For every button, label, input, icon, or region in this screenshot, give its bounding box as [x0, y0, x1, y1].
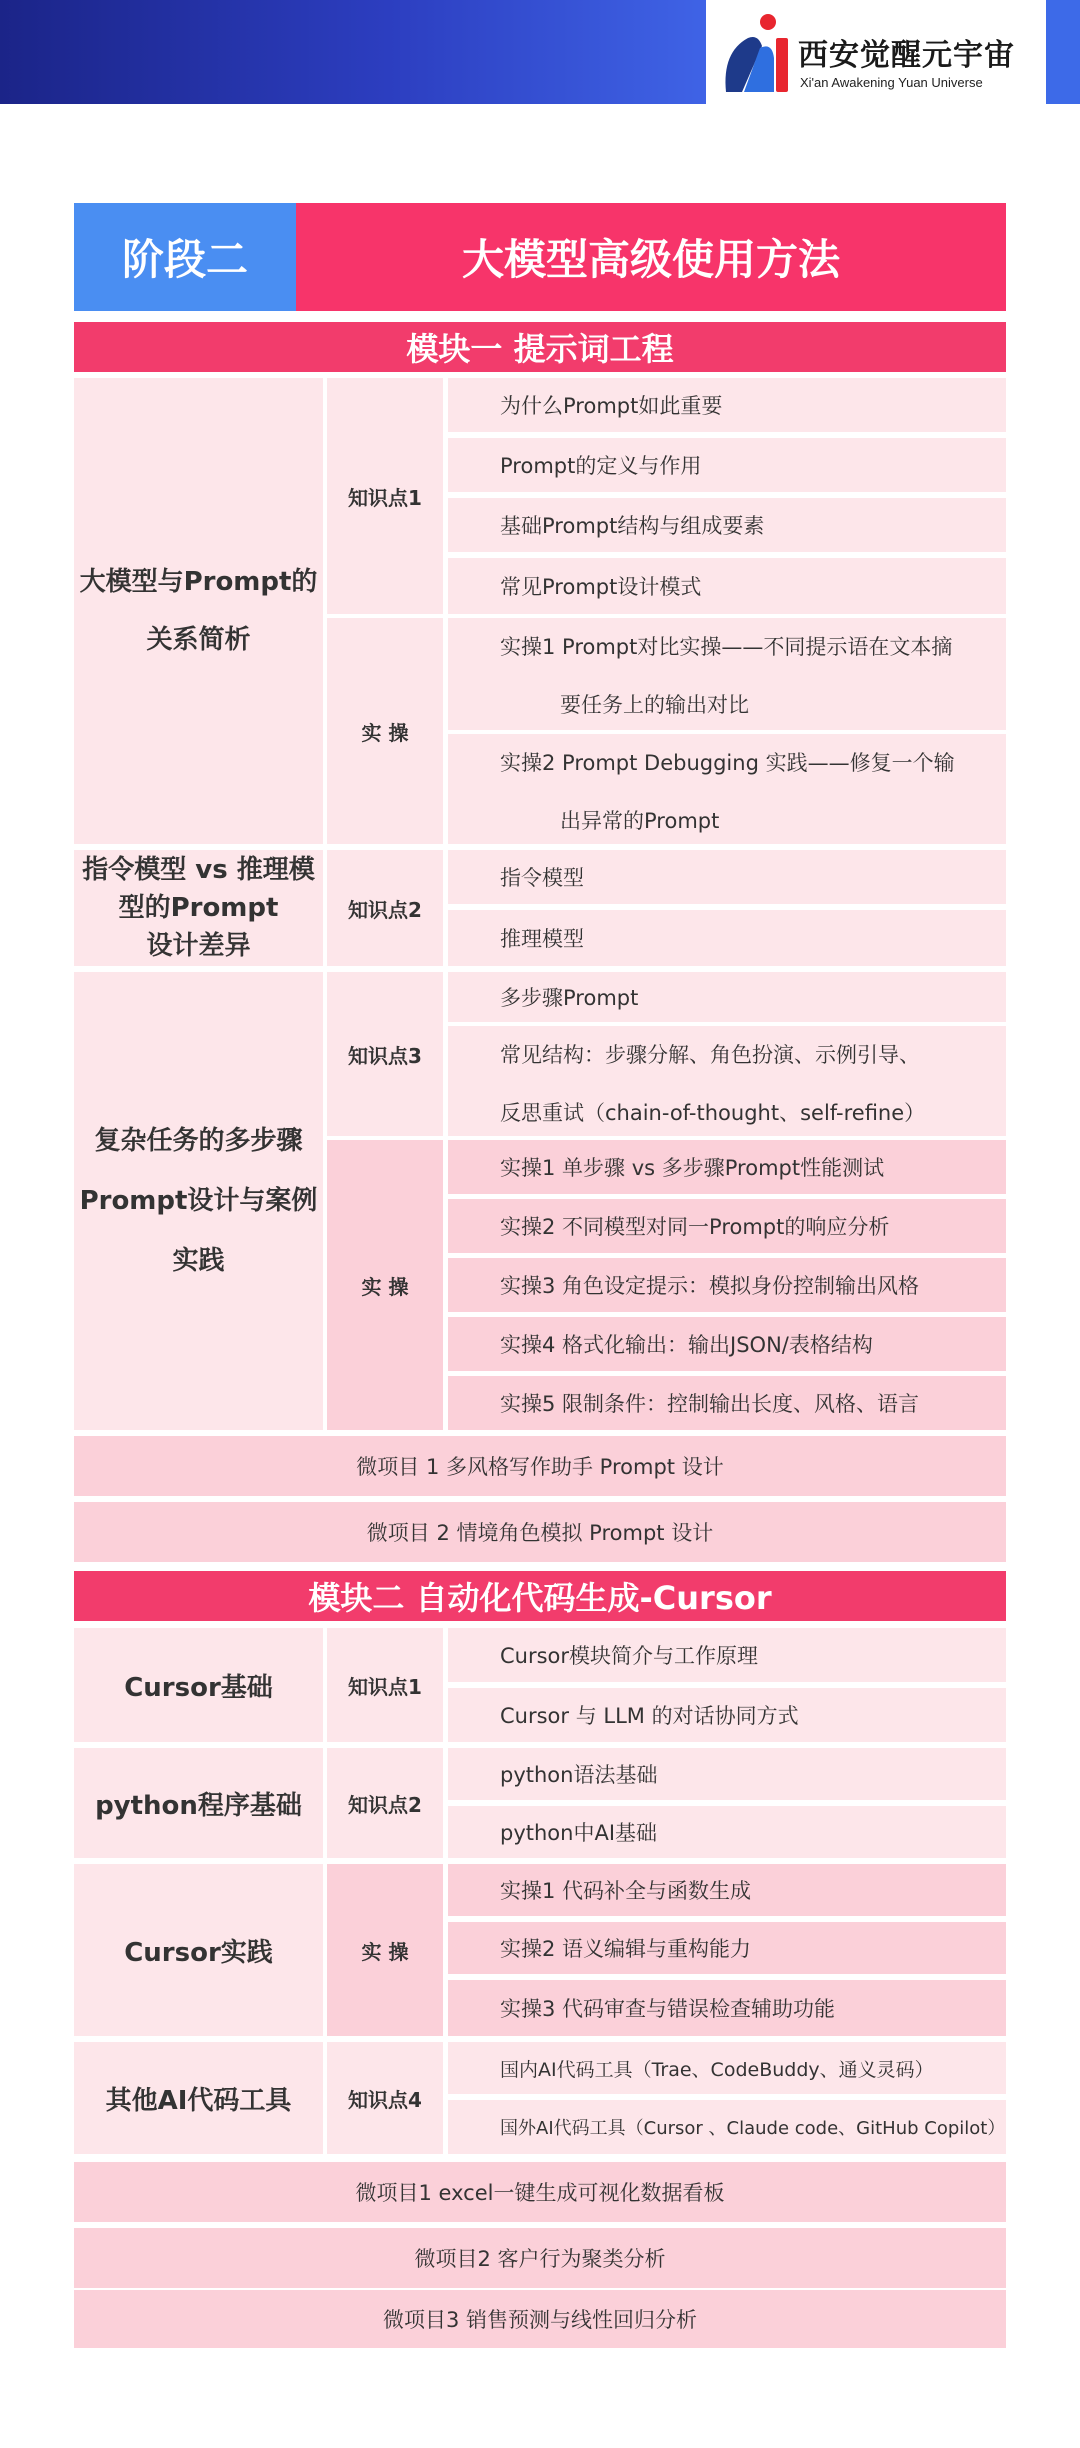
module1-title: 模块一 提示词工程: [74, 322, 1006, 372]
practice-item: 实操2 语义编辑与重构能力: [448, 1922, 1006, 1974]
topic-instruct-vs-reasoning: [74, 850, 323, 966]
list-item: 推理模型: [448, 910, 1006, 966]
practice-item: 实操4 格式化输出：输出JSON/表格结构: [448, 1317, 1006, 1371]
list-item: Prompt的定义与作用: [448, 438, 1006, 492]
knowledge-point-label: 知识点4: [327, 2042, 443, 2154]
practice-line: 实操1 Prompt对比实操——不同提示语在文本摘: [500, 635, 953, 659]
list-item: python中AI基础: [448, 1806, 1006, 1858]
topic-cursor-practice: Cursor实践: [74, 1864, 323, 2036]
list-item: Cursor模块简介与工作原理: [448, 1628, 1006, 1682]
stage-title: 大模型高级使用方法: [296, 203, 1006, 311]
topic-title-line: Prompt设计与案例: [79, 1186, 318, 1216]
practice-line: 出异常的Prompt: [560, 809, 720, 833]
practice-item: 实操1 代码补全与函数生成: [448, 1864, 1006, 1916]
list-item-line: 反思重试（chain-of-thought、self-refine）: [500, 1101, 926, 1125]
brand-name-cn: 西安觉醒元宇宙: [798, 38, 1015, 73]
list-item: Cursor 与 LLM 的对话协同方式: [448, 1688, 1006, 1742]
practice-line: 要任务上的输出对比: [560, 693, 749, 717]
micro-project: 微项目3 销售预测与线性回归分析: [74, 2290, 1006, 2348]
practice-item: 实操5 限制条件：控制输出长度、风格、语言: [448, 1376, 1006, 1430]
list-item: 国内AI代码工具（Trae、CodeBuddy、通义灵码）: [448, 2042, 1006, 2094]
practice-item: [448, 618, 1006, 730]
knowledge-point-label: 知识点1: [327, 1628, 443, 1742]
practice-item: 实操1 单步骤 vs 多步骤Prompt性能测试: [448, 1140, 1006, 1194]
knowledge-point-label: 知识点2: [327, 1748, 443, 1858]
list-item: 多步骤Prompt: [448, 972, 1006, 1022]
topic-title-line: 设计差异: [146, 931, 251, 961]
topic-other-ai-tools: 其他AI代码工具: [74, 2042, 323, 2154]
topic-title-line: 型的Prompt: [118, 893, 279, 923]
topic-cursor-basics: Cursor基础: [74, 1628, 323, 1742]
topic-title-line: 关系简析: [146, 625, 251, 655]
list-item: 常见Prompt设计模式: [448, 558, 1006, 614]
header-accent-bar: [1046, 0, 1080, 104]
topic-title-line: 指令模型 vs 推理模: [82, 855, 315, 885]
practice-label: 实 操: [327, 618, 443, 844]
micro-project: 微项目1 excel一键生成可视化数据看板: [74, 2162, 1006, 2222]
list-item: 指令模型: [448, 850, 1006, 904]
topic-python-basics: python程序基础: [74, 1748, 323, 1858]
brand-logo-icon: [718, 12, 796, 96]
practice-item: 实操2 不同模型对同一Prompt的响应分析: [448, 1199, 1006, 1253]
topic-title-line: 复杂任务的多步骤: [94, 1126, 303, 1156]
knowledge-point-label: 知识点2: [327, 850, 443, 966]
practice-item: [448, 734, 1006, 844]
micro-project: 微项目2 客户行为聚类分析: [74, 2228, 1006, 2288]
list-item: 基础Prompt结构与组成要素: [448, 498, 1006, 552]
micro-project: 微项目 1 多风格写作助手 Prompt 设计: [74, 1436, 1006, 1496]
header-banner: [0, 0, 706, 104]
micro-project: 微项目 2 情境角色模拟 Prompt 设计: [74, 1502, 1006, 1562]
practice-label: 实 操: [327, 1864, 443, 2036]
stage-label: 阶段二: [74, 203, 296, 311]
practice-item: 实操3 代码审查与错误检查辅助功能: [448, 1980, 1006, 2036]
knowledge-point-label: 知识点1: [327, 378, 443, 614]
practice-label: 实 操: [327, 1140, 443, 1430]
topic-multistep-prompt: [74, 972, 323, 1430]
practice-item: 实操3 角色设定提示：模拟身份控制输出风格: [448, 1258, 1006, 1312]
brand-name-en: Xi'an Awakening Yuan Universe: [800, 75, 983, 90]
list-item: [448, 1026, 1006, 1136]
topic-title-line: 实践: [172, 1246, 225, 1276]
list-item: 为什么Prompt如此重要: [448, 378, 1006, 432]
topic-llm-prompt: [74, 378, 323, 844]
list-item: 国外AI代码工具（Cursor 、Claude code、GitHub Copilot）: [448, 2100, 1006, 2154]
topic-title-line: 大模型与Prompt的: [79, 567, 318, 597]
practice-line: 实操2 Prompt Debugging 实践——修复一个输: [500, 751, 955, 775]
module2-title: 模块二 自动化代码生成-Cursor: [74, 1571, 1006, 1621]
list-item-line: 常见结构：步骤分解、角色扮演、示例引导、: [500, 1043, 920, 1067]
list-item: python语法基础: [448, 1748, 1006, 1800]
knowledge-point-label: 知识点3: [327, 972, 443, 1136]
